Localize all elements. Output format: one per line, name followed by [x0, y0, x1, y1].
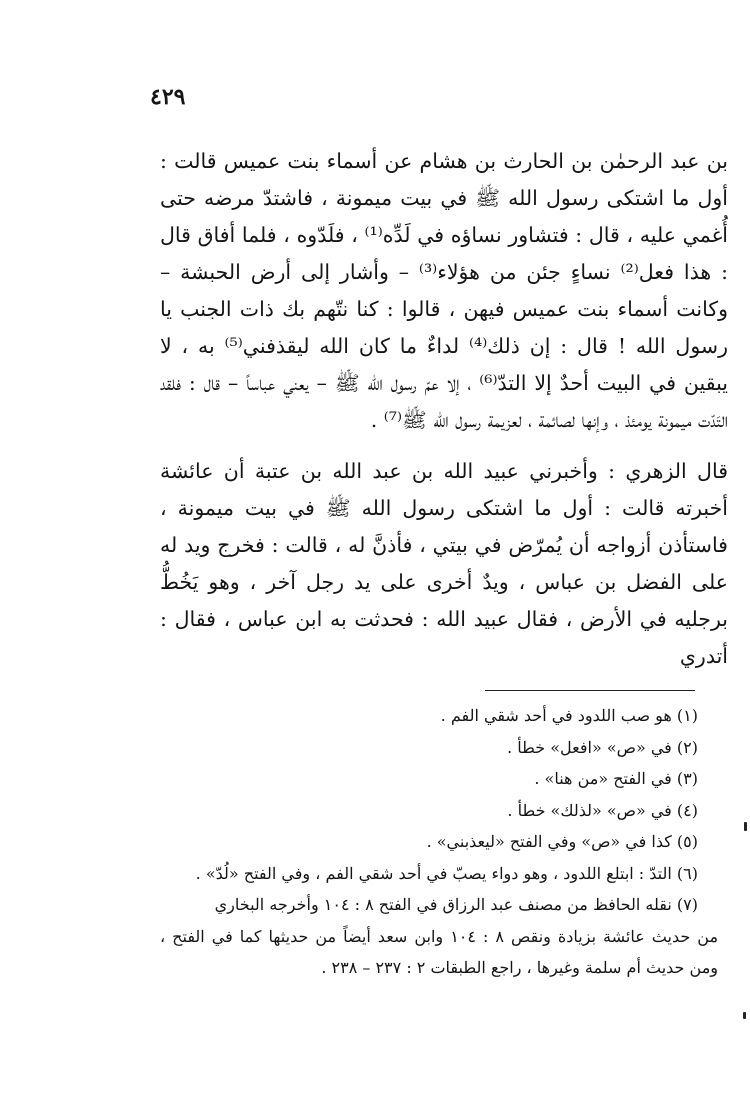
- main-paragraph-2: قال الزهري : وأخبرني عبيد الله بن عبد الله بن عتبة أن عائشة أخبرته قالت : أول ما اشتكى رسول الله ﷺ في بيت ميمونة ، فاستأذن أزواجه أن يُمرّض في بيتي ، فأذنَّ له ، قالت : فخرج ويد له على الفضل بن عباس ، ويدٌ أخرى على يد رجل آخر ، وهو يَخُطُّ برجليه في الأرض ، فقال عبيد الله : فحدثت به ابن عباس ، فقال : أتدري: [160, 459, 728, 668]
- footnote-1: (١) هو صب اللدود في أحد شقي الفم .: [440, 706, 698, 725]
- footnote-4: (٤) في «ص» «لذلك» خطأ .: [507, 800, 698, 820]
- main-paragraph-1: بن عبد الرحمٰن بن الحارث بن هشام عن أسماء بنت عميس قالت : أول ما اشتكى رسول الله ﷺ في بيت ميمونة ، فاشتدّ مرضه حتى أُغمي عليه ، قال : فتشاور نساؤه في لَدِّه⁽¹⁾ ، فلَدّوه ، فلما أفاق قال : هذا فعل⁽²⁾ نساءٍ جئن من هؤلاء⁽³⁾ – وأشار إلى أرض الحبشة – وكانت أسماء بنت عميس فيهن ، قالوا : كنا نتّهم بك ذات الجنب يا رسول الله ! قال : إن ذلك⁽⁴⁾ لداءٌ ما كان الله ليقذفني⁽⁵⁾ به ، لا يبقين في البيت أحدٌ إلا التدّ⁽⁶⁾ ، إلا عمّ رسول الله ﷺ – يعني عباساً – قال : فلقد التَدّت ميمونة يومئذ ، وإنها لصائمة ، لعزيمة رسول الله ﷺ⁽⁷⁾ .: [160, 149, 728, 432]
- footnote-separator: [485, 690, 695, 691]
- scan-edge-mark: [743, 1012, 746, 1019]
- footnote-3: (٣) في الفتح «من هنا» .: [534, 769, 698, 788]
- footnote-6: (٦) التدّ : ابتلع اللدود ، وهو دواء يصبّ في أحد شقي الفم ، وفي الفتح «لُدّ» .: [195, 863, 698, 883]
- footnote-2: (٢) في «ص» «افعل» خطأ .: [507, 737, 698, 757]
- scan-edge-mark: [744, 822, 747, 831]
- footnotes: [160, 700, 719, 984]
- footnote-7: (٧) نقله الحافظ من مصنف عبد الرزاق في الفتح ٨ : ١٠٤ وأخرجه البخاري: [214, 895, 698, 914]
- footnote-7-continuation: من حديث عائشة بزيادة ونقص ٨ : ١٠٤ وابن سعد أيضاً من حديثها كما في الفتح ، ومن حديث أم سلمة وغيرها ، راجع الطبقات ٢ : ٢٣٧ – ٢٣٨ .: [160, 926, 719, 977]
- footnote-5: (٥) كذا في «ص» وفي الفتح «ليعذبني» .: [426, 832, 698, 851]
- main-text: [160, 143, 728, 675]
- page-number: ٤٢٩: [150, 84, 186, 110]
